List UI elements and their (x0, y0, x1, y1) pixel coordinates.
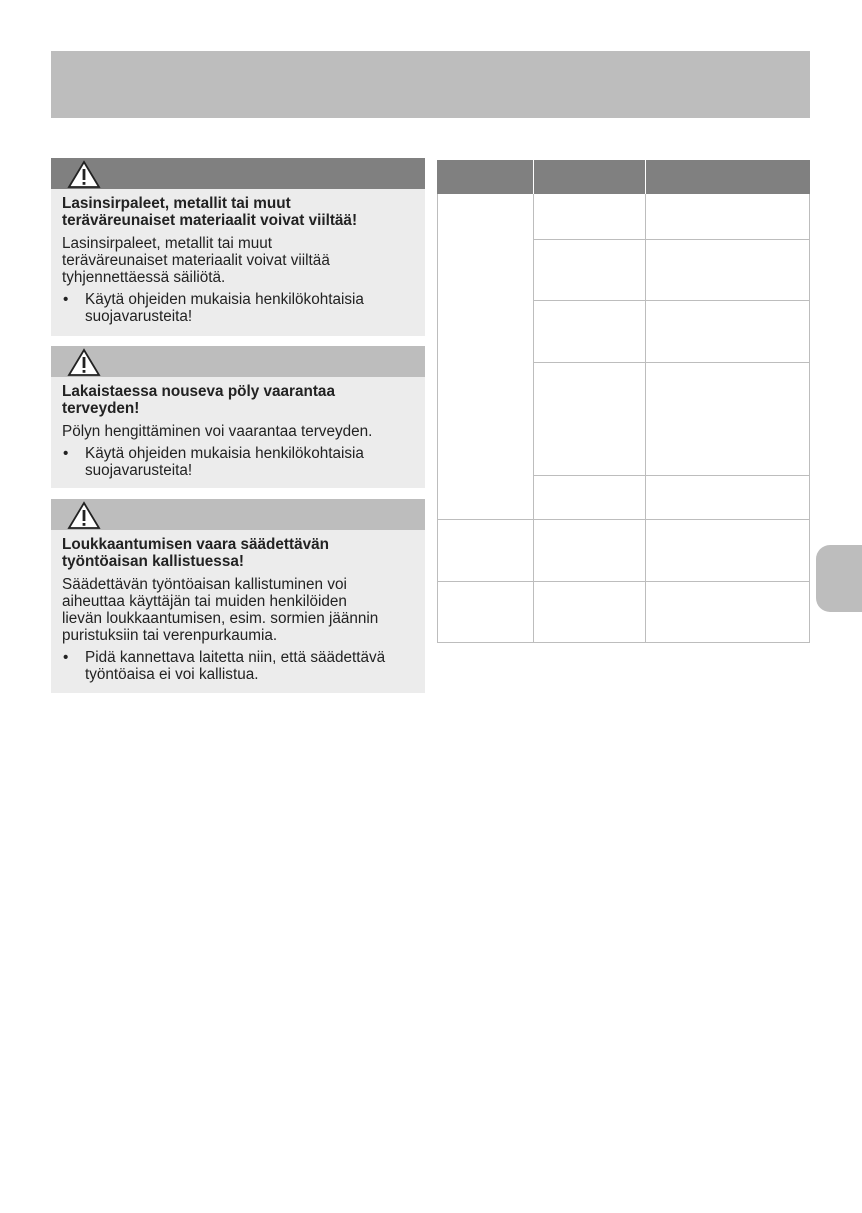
warning-bar (51, 346, 425, 377)
table-row-divider (533, 239, 810, 240)
warning-bullet: • Käytä ohjeiden mukaisia henkilökohtaisia suojavarusteita! (63, 445, 364, 479)
table-row-divider (437, 581, 810, 582)
warning-triangle-icon (67, 348, 101, 376)
warning-text: Säädettävän työntöaisan kallistuminen voi aiheuttaa käyttäjän tai muiden henkilöiden lievän loukkaantumisen, esim. sormien jäännin puristuksiin tai verenpurkaumia. (62, 576, 379, 644)
warning-triangle-icon (67, 501, 101, 529)
table-header-divider (533, 160, 534, 194)
warning-bullet: • Pidä kannettava laitetta niin, että säädettävä työntöaisa ei voi kallistua. (63, 649, 386, 683)
bullet-dot: • (63, 445, 69, 462)
warning-text: Pölyn hengittäminen voi vaarantaa terveyden. (62, 423, 373, 440)
table-header-row (437, 160, 810, 194)
warning-title: Lasinsirpaleet, metallit tai muut teräväreunaiset materiaalit voivat viiltää! (62, 195, 358, 229)
warning-box-dust (51, 346, 425, 488)
table-column-divider (645, 194, 646, 643)
chapter-side-tab (816, 545, 862, 612)
warning-box-glass (51, 158, 425, 336)
bullet-dot: • (63, 291, 69, 308)
table-border-right (809, 194, 810, 643)
warning-title: Lakaistaessa nouseva pöly vaarantaa terveyden! (62, 383, 335, 417)
table-header-divider (645, 160, 646, 194)
page-header-bar (51, 51, 810, 118)
warning-bullet: • Käytä ohjeiden mukaisia henkilökohtaisia suojavarusteita! (63, 291, 364, 325)
table-row-divider (437, 519, 810, 520)
table-border-left (437, 194, 438, 643)
warning-text: Lasinsirpaleet, metallit tai muut teräväreunaiset materiaalit voivat viiltää tyhjennettäessä säiliötä. (62, 235, 330, 286)
table-row-divider (533, 300, 810, 301)
warning-bar (51, 499, 425, 530)
table-row-divider (533, 362, 810, 363)
warning-title: Loukkaantumisen vaara säädettävän työntöaisan kallistuessa! (62, 536, 329, 570)
table-row-divider (533, 475, 810, 476)
warning-box-handle (51, 499, 425, 693)
table-border-bottom (437, 642, 810, 643)
warning-bar (51, 158, 425, 189)
warning-triangle-icon (67, 160, 101, 188)
table-column-divider (533, 194, 534, 643)
bullet-dot: • (63, 649, 69, 666)
